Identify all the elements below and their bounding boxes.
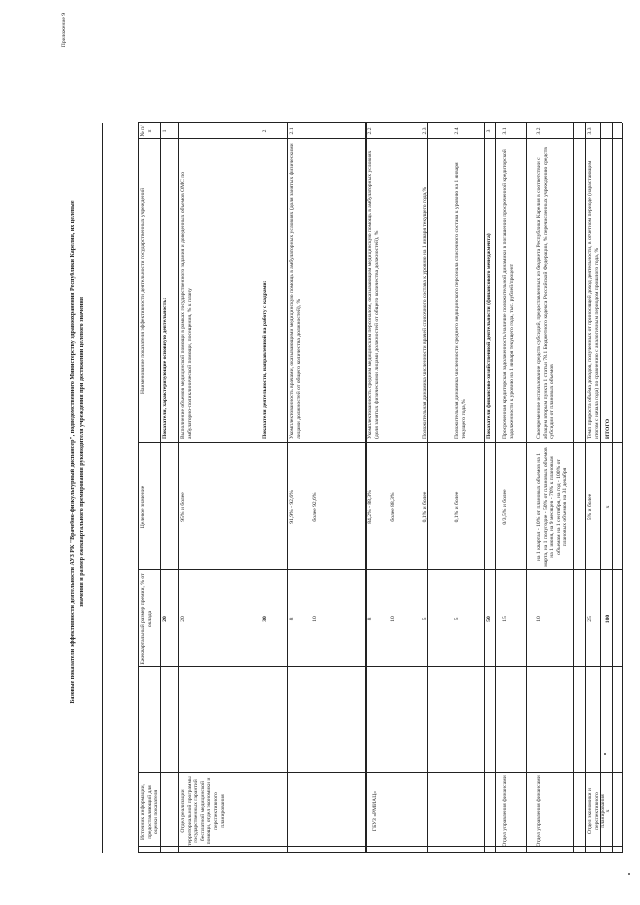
cell-bonus: 10: [312, 616, 318, 622]
scan-speck: [604, 753, 606, 755]
cell-name: Показатели деятельности, направленной на работу с кадрами:: [262, 280, 268, 439]
cell-num: 2: [262, 129, 268, 133]
header-bonus: Ежеквартальный размер премии, % от оклада: [140, 573, 153, 665]
cell-num: 2.3: [422, 127, 428, 135]
cell-bonus: 8: [289, 617, 295, 621]
cell-bonus: 10: [390, 616, 396, 622]
cell-source: Отдел экономики и перспективного планирования: [587, 788, 607, 834]
table-grid-line: [484, 123, 485, 853]
cell-num: 2.1: [289, 127, 295, 135]
header-name: Наименование показателя эффективности деятельности государственных учреждений: [140, 188, 146, 394]
cell-num: 3.1: [502, 127, 508, 135]
cell-target: 5% и более: [587, 493, 593, 521]
cell-name: Просроченная кредиторская задолженность/наличие положительной динамики в погашении просроченной кредиторской задолженности к уровню на 1 января текущего года, тыс. рублей/процент: [502, 149, 515, 439]
cell-bonus: 20: [180, 616, 186, 622]
cell-bonus: 10: [536, 616, 542, 622]
cell-num: 3: [486, 129, 492, 133]
table-grid-line: [138, 772, 622, 773]
document-title-line-1: Базовые показатели эффективности деятельности АУЗ РК "Врачебно-физкультурный диспансер", подведомственного Министерству здравоохранения Республики Карелия, их целевые: [70, 200, 76, 704]
cell-target: на 1 квартал - 10% от плановых объемов на 1 марта, на 1 полугодие - 50% от плановых объемов на 1 июня, на 9 месяцев - 70% к плановым объемам на 1 сентября, на год - 100% от плановых объемов на 31 декабря: [536, 447, 569, 567]
cell-target: 84,2% - 88,3%: [367, 490, 373, 524]
header-num: № п/п: [140, 125, 153, 137]
cell-target: более 88,3%: [390, 492, 396, 522]
cell-target: 95% и более: [180, 492, 186, 522]
table-grid-line: [102, 123, 103, 853]
cell-bonus: 5: [422, 617, 428, 621]
table-grid-line: [495, 123, 496, 853]
cell-num: 3.3: [587, 127, 593, 135]
table-grid-line: [160, 123, 161, 853]
cell-bonus: 30: [262, 616, 268, 622]
cell-name: Показатели финансово-хозяйственной деятельности (финансового менеджмента): [486, 233, 492, 439]
table-grid-line: [138, 442, 622, 443]
table-grid-line: [287, 123, 288, 853]
cell-name: Показатели, характеризующие основную деятельность:: [162, 297, 168, 439]
table-grid-line: [138, 666, 622, 667]
cell-bonus: 100: [605, 614, 611, 624]
table-grid-line: [178, 123, 179, 853]
cell-num: 1: [162, 129, 168, 133]
cell-bonus: 5: [454, 617, 460, 621]
table-grid-line: [585, 123, 586, 853]
cell-name: ИТОГО: [605, 418, 611, 439]
cell-target: 0,1% и более: [454, 491, 460, 523]
header-target: Целевое значение: [140, 485, 146, 529]
appendix-label: Приложение 9: [61, 13, 67, 48]
cell-num: 2.2: [367, 127, 373, 135]
cell-name: Укомплектованность средним медицинским персоналом, оказывающим медицинскую помощь в амбулаторных условиях (доля занятых физическими лицами должностей от общего количества должностей), %: [367, 150, 380, 439]
cell-name: Темп прироста объёма доходов, полученных от приносящей доход деятельности, в отчетном периоде (нарастающим итогом с начала года) по сравнению с аналогичным периодом прошлого года, %: [587, 160, 600, 439]
cell-source: Отдел управления финансами: [502, 775, 508, 847]
cell-name: Выполнение объемов медицинской помощи в рамках государственного задания и доведенных объемов ОМС по амбулаторно-поликлинической помощи, посещения, % к плану: [180, 171, 193, 439]
cell-name: Укомплектованность врачами, оказывающими медицинскую помощь в амбулаторных условиях (доля занятых физическими лицами должностей от общего количества должностей), %: [289, 143, 302, 439]
cell-target: 91,9% - 92,6%: [289, 490, 295, 524]
cell-source: Отдел реализации территориальной программы государственных гарантий бесплатной медицинской помощи, отдел экономики и перспективного планирования: [180, 776, 226, 846]
cell-num: 2.4: [454, 127, 460, 135]
table-grid-line: [138, 122, 622, 123]
cell-target: 0,1% и более: [422, 491, 428, 523]
scan-speck: [628, 873, 630, 875]
cell-name: Своевременное использование средств субсидий, предоставленных из бюджета Республики Карелия в соответствии с абзацем вторым пункта 1 статьи 78.1 Бюджетного кодекса Российской Федерации, % перечисленных учреждению средств субсидии от плановых объемов: [536, 147, 556, 439]
header-source: Источник информации, предоставляющий для оценки показателя: [140, 784, 160, 840]
cell-source: x: [605, 809, 611, 813]
table-grid-line: [138, 138, 622, 139]
cell-target: x: [605, 505, 611, 509]
cell-target: 0/3,5% и более: [502, 489, 508, 525]
cell-source: Отдел управления финансами: [536, 775, 542, 847]
merged-source: ГБУЗ «РМИАЦ»: [372, 790, 378, 832]
table-grid-line: [138, 569, 622, 570]
cell-bonus: 50: [486, 616, 492, 622]
cell-bonus: 8: [367, 617, 373, 621]
table-grid-line: [526, 123, 527, 853]
cell-name: Положительная динамика численности среднего медицинского персонала списочного состава к уровню на 1 января текущего года,%: [454, 162, 467, 439]
table-grid-line: [612, 123, 613, 853]
cell-num: 3.2: [536, 127, 542, 135]
document-title-line-2: значения и размер ежеквартального премирования руководителя учреждения при достижении целевого значения: [79, 296, 85, 608]
cell-name: Положительная динамика численности врачей списочного состава к уровню на 1 января текущего года,%: [422, 186, 428, 439]
cell-bonus: 20: [162, 616, 168, 622]
cell-target: более 92,6%: [312, 492, 318, 522]
table-grid-line: [138, 852, 622, 853]
cell-bonus: 25: [587, 616, 593, 622]
table-grid-line: [622, 123, 623, 853]
table-grid-line: [573, 123, 574, 853]
cell-bonus: 15: [502, 616, 508, 622]
table-grid-line: [138, 123, 139, 853]
